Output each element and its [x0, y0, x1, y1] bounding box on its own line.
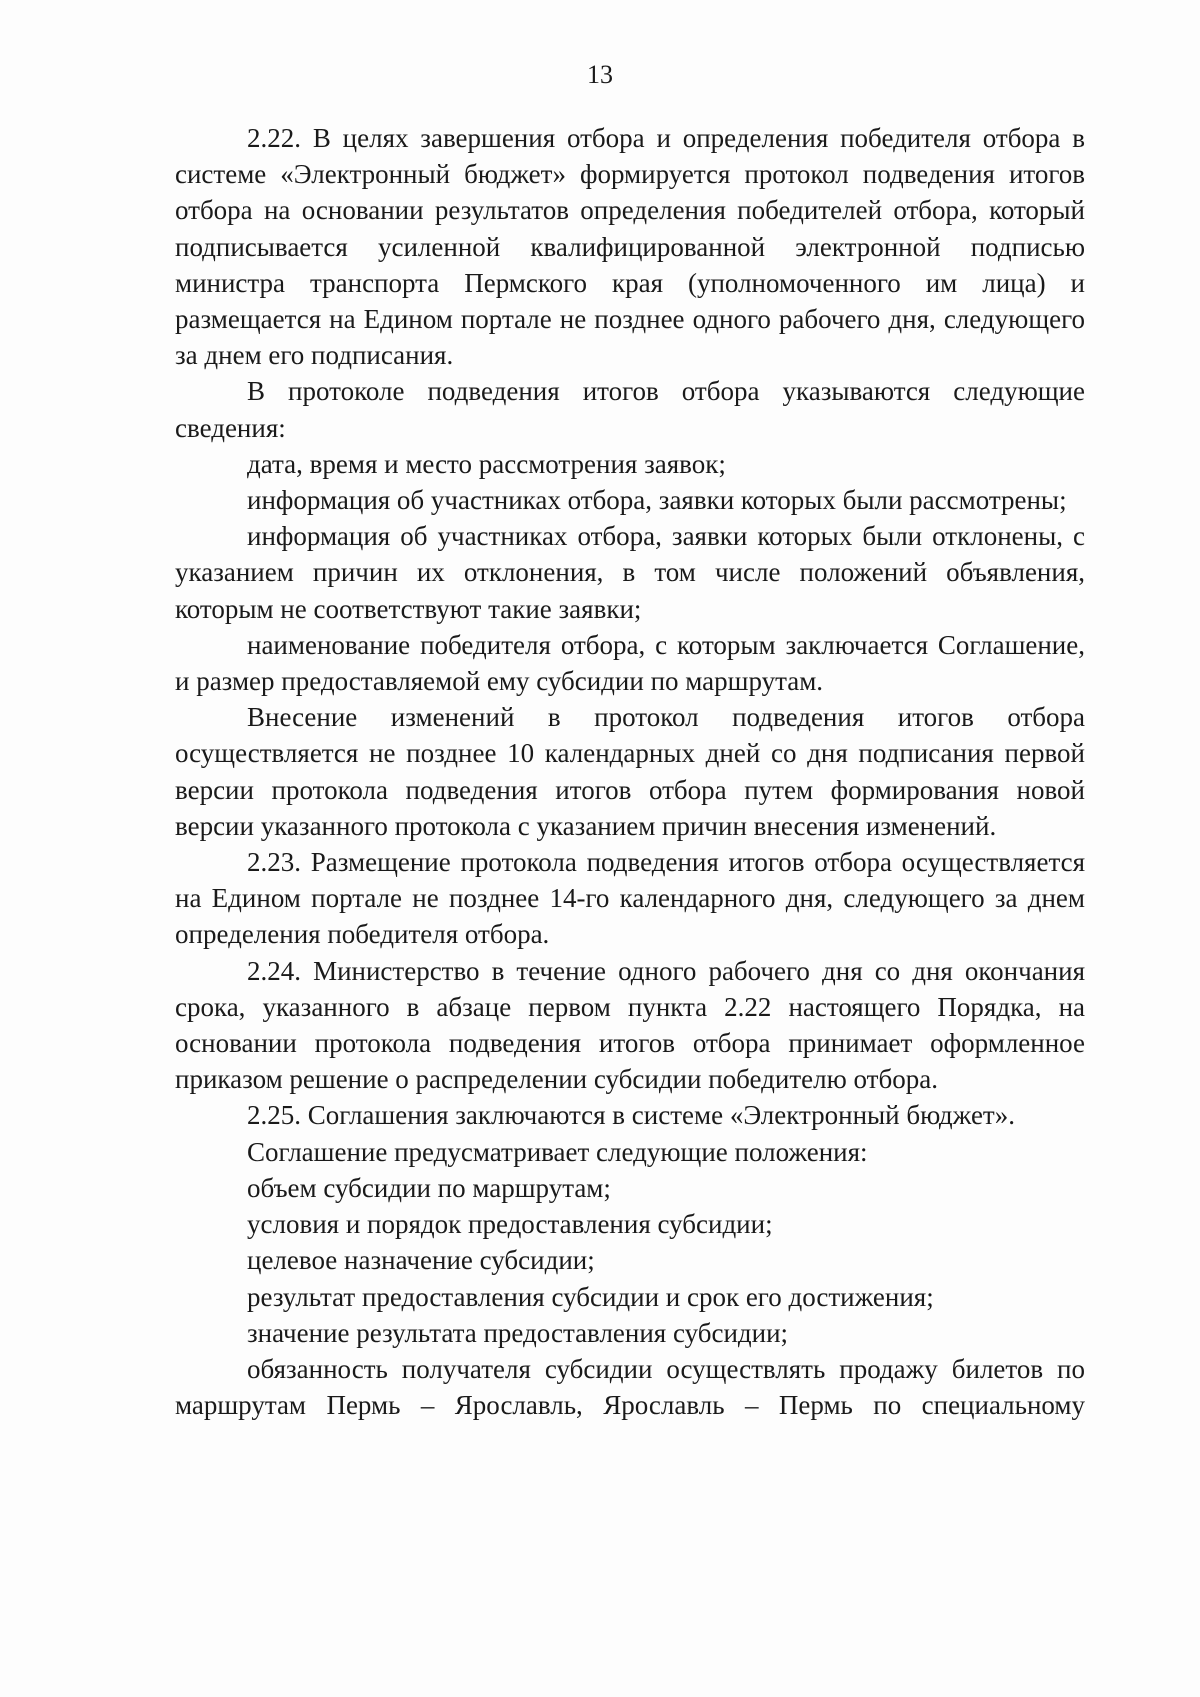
page-number: 13 — [587, 60, 613, 89]
paragraph-agreement-provisions: Соглашение предусматривает следующие положения: — [247, 1136, 868, 1167]
paragraph-2-23: 2.23. Размещение протокола подведения итогов отбора осуществляется на Едином портале не позднее 14-го календарного дня, следующего за днем определения победителя отбора. — [175, 847, 1085, 950]
list-item-winner-name: наименование победителя отбора, с которым заключается Соглашение, и размер предоставляемой ему субсидии по маршрутам. — [175, 629, 1085, 697]
document-body — [175, 120, 1085, 1423]
list-item-conditions: условия и порядок предоставления субсидии; — [247, 1209, 773, 1240]
paragraph-2-22: 2.22. В целях завершения отбора и определения победителя отбора в системе «Электронный бюджет» формируется протокол подведения итогов отбора на основании результатов определения победителей отбора, который подписывается усиленной квалифицированной электронной подписью министра транспорта Пермского края (уполномоченного им лица) и размещается на Едином портале не позднее одного рабочего дня, следующего за днем его подписания. — [175, 123, 1085, 371]
list-item-purpose: целевое назначение субсидии; — [247, 1245, 595, 1276]
paragraph-protocol-info: В протоколе подведения итогов отбора указываются следующие сведения: — [175, 376, 1085, 443]
list-item-ticket-sales: обязанность получателя субсидии осуществлять продажу билетов по маршрутам Пермь – Ярославль, Ярославль – Пермь по специальному — [175, 1353, 1085, 1421]
list-item-result: результат предоставления субсидии и срок его достижения; — [247, 1281, 934, 1312]
paragraph-protocol-changes: Внесение изменений в протокол подведения итогов отбора осуществляется не позднее 10 календарных дней со дня подписания первой версии протокола подведения итогов отбора путем формирования новой версии указанного протокола с указанием причин внесения изменений. — [175, 702, 1085, 841]
list-item-date-time-place: дата, время и место рассмотрения заявок; — [247, 448, 726, 479]
list-item-result-value: значение результата предоставления субсидии; — [247, 1317, 789, 1348]
list-item-reviewed-participants: информация об участниках отбора, заявки которых были рассмотрены; — [247, 485, 1067, 516]
list-item-rejected-participants: информация об участниках отбора, заявки которых были отклонены, с указанием причин их отклонения, в том числе положений объявления, которым не соответствуют такие заявки; — [175, 521, 1085, 624]
paragraph-2-25: 2.25. Соглашения заключаются в системе «Электронный бюджет». — [247, 1100, 1015, 1131]
list-item-subsidy-volume: объем субсидии по маршрутам; — [247, 1172, 611, 1203]
paragraph-2-24: 2.24. Министерство в течение одного рабочего дня со дня окончания срока, указанного в абзаце первом пункта 2.22 настоящего Порядка, на основании протокола подведения итогов отбора принимает оформленное приказом решение о распределении субсидии победителю отбора. — [175, 955, 1085, 1095]
